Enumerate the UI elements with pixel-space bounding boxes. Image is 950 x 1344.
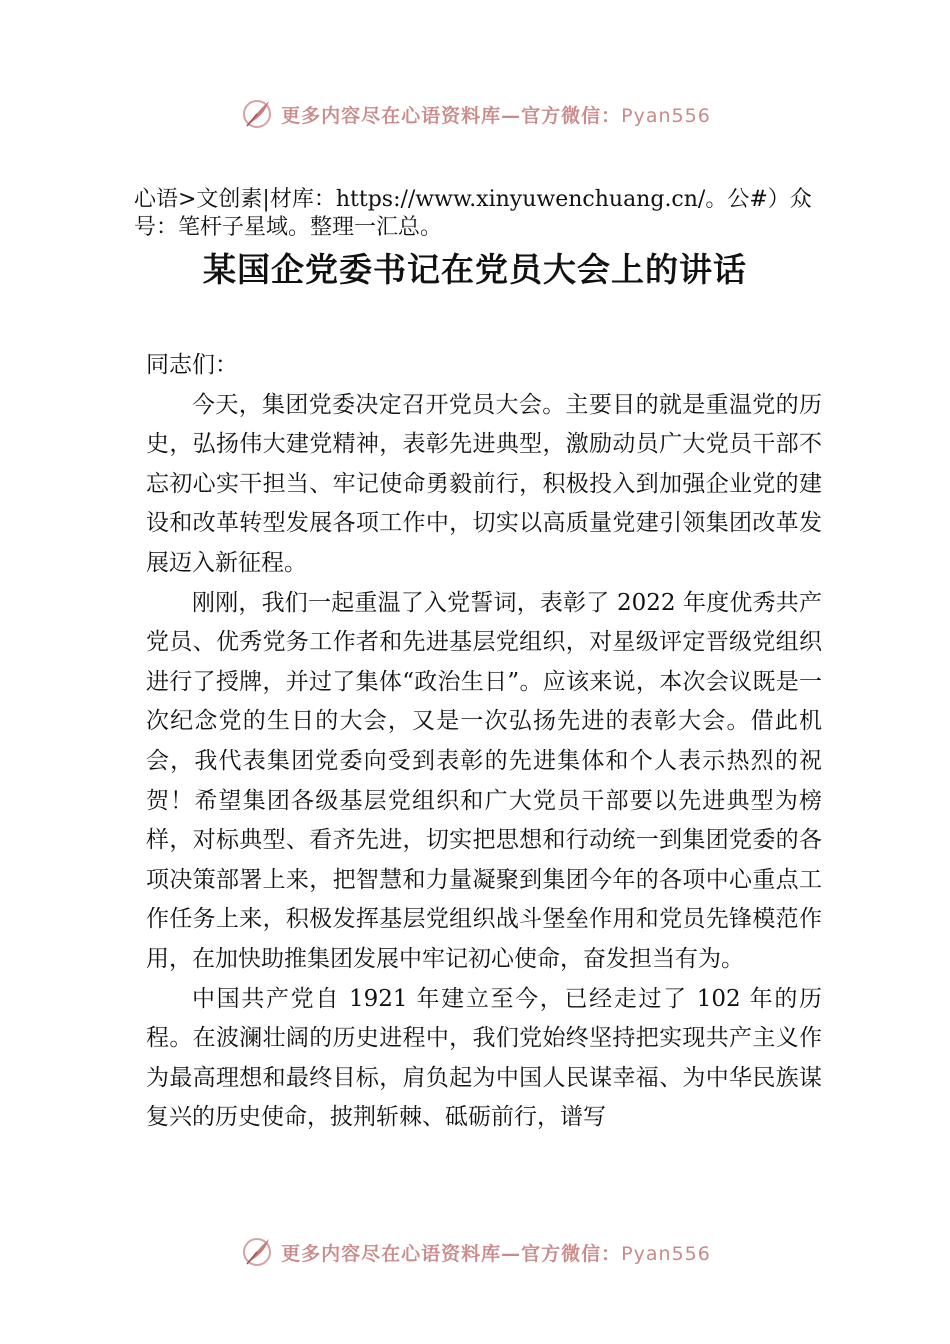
source-note: 心语>文创素|材库：https://www.xinyuwenchuang.cn/。公#）众号：笔杆子星域。整理一汇总。 (134, 187, 812, 240)
feather-quill-logo-icon (239, 1234, 275, 1270)
document-body (146, 346, 822, 1138)
watermark-text: 更多内容尽在心语资料库—官方微信：Pyan556 (281, 104, 711, 127)
paragraph: 刚刚，我们一起重温了入党誓词，表彰了 2022 年度优秀共产党员、优秀党务工作者和先进基层党组织，对星级评定晋级党组织进行了授牌，并过了集体“政治生日”。应该来说，本次会议既是一次纪念党的生日的大会，又是一次弘扬先进的表彰大会。借此机会，我代表集团党委向受到表彰的先进集体和个人表示热烈的祝贺！希望集团各级基层党组织和广大党员干部要以先进典型为榜样，对标典型、看齐先进，切实把思想和行动统一到集团党委的各项决策部署上来，把智慧和力量凝聚到集团今年的各项中心重点工作任务上来，积极发挥基层党组织战斗堡垒作用和党员先锋模范作用，在加快助推集团发展中牢记初心使命，奋发担当有为。 (146, 589, 822, 972)
watermark-banner-top (0, 94, 950, 134)
document-title: 某国企党委书记在党员大会上的讲话 (203, 250, 747, 289)
watermark-text: 更多内容尽在心语资料库—官方微信：Pyan556 (281, 1242, 711, 1265)
watermark-wechat-id: Pyan556 (621, 1242, 711, 1265)
feather-quill-logo-icon (239, 96, 275, 132)
paragraph: 中国共产党自 1921 年建立至今，已经走过了 102 年的历程。在波澜壮阔的历史进程中，我们党始终坚持把实现共产主义作为最高理想和最终目标，肩负起为中国人民谋幸福、为中华民族谋复兴的历史使命，披荆斩棘、砥砺前行，谱写 (146, 985, 822, 1131)
watermark-banner-bottom (0, 1232, 950, 1272)
watermark-wechat-id: Pyan556 (621, 104, 711, 127)
salutation: 同志们： (146, 352, 238, 378)
paragraph: 今天，集团党委决定召开党员大会。主要目的就是重温党的历史，弘扬伟大建党精神，表彰先进典型，激励动员广大党员干部不忘初心实干担当、牢记使命勇毅前行，积极投入到加强企业党的建设和改革转型发展各项工作中，切实以高质量党建引领集团改革发展迈入新征程。 (146, 391, 822, 576)
